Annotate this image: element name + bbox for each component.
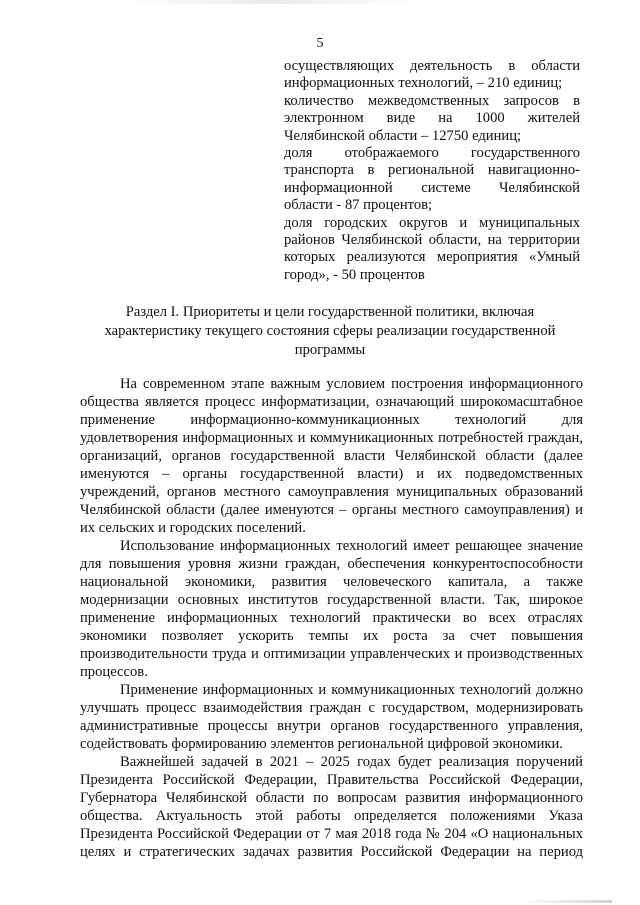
body-paragraph: Применение информационных и коммуникационных технологий должно улучшать процесс взаимодействия граждан с государством, модернизировать административные процессы внутри органов государственного управления, содействовать формированию элементов региональной цифровой экономики. [80, 682, 583, 752]
scan-artifact-top [120, 0, 420, 4]
section-body [80, 375, 583, 861]
indicator-item: количество межведомственных запросов в электронном виде на 1000 жителей Челябинской области – 12750 единиц; [284, 92, 580, 144]
section-heading-line: Раздел I. Приоритеты и цели государственной политики, включая [125, 304, 535, 320]
scan-artifact-bottom [522, 900, 612, 903]
section-heading-line: программы [294, 342, 366, 358]
page-number: 5 [316, 36, 324, 51]
indicator-item: доля отображаемого государственного транспорта в региональной навигационно-информационной системе Челябинской области - 87 процентов; [284, 145, 580, 214]
indicator-item: доля городских округов и муниципальных районов Челябинской области, на территории которых реализуются мероприятия «Умный город», - 50 процентов [284, 214, 580, 283]
section-heading [80, 303, 580, 360]
section-heading-line: характеристику текущего состояния сферы реализации государственной [104, 323, 556, 339]
indicator-item: осуществляющих деятельность в области информационных технологий, – 210 единиц; [284, 58, 580, 92]
target-indicators-list [284, 58, 580, 284]
body-paragraph: Важнейшей задачей в 2021 – 2025 годах будет реализация поручений Президента Российской Федерации, Правительства Российской Федерации, Губернатора Челябинской области по вопросам развития информационного общества. Актуальность этой работы определяется положениями Указа Президента Российской Федерации от 7 мая 2018 года № 204 «О национальных целях и стратегических задачах развития Российской Федерации на период [80, 754, 583, 860]
body-paragraph: Использование информационных технологий имеет решающее значение для повышения уровня жизни граждан, обеспечения конкурентоспособности национальной экономики, развития человеческого капитала, а также модернизации основных институтов государственной власти. Так, широкое применение информационных технологий практически во всех отраслях экономики позволяет ускорить темпы их роста за счет повышения производительности труда и оптимизации управленческих и производственных процессов. [80, 538, 583, 680]
body-paragraph: На современном этапе важным условием построения информационного общества является процесс информатизации, означающий широкомасштабное применение информационно-коммуникационных технологий для удовлетворения информационных и коммуникационных потребностей граждан, организаций, органов государственной власти Челябинской области (далее именуются – органы государственной власти) и их подведомственных учреждений, органов местного самоуправления муниципальных образований Челябинской области (далее именуются – органы местного самоуправления) и их сельских и городских поселений. [80, 376, 583, 536]
